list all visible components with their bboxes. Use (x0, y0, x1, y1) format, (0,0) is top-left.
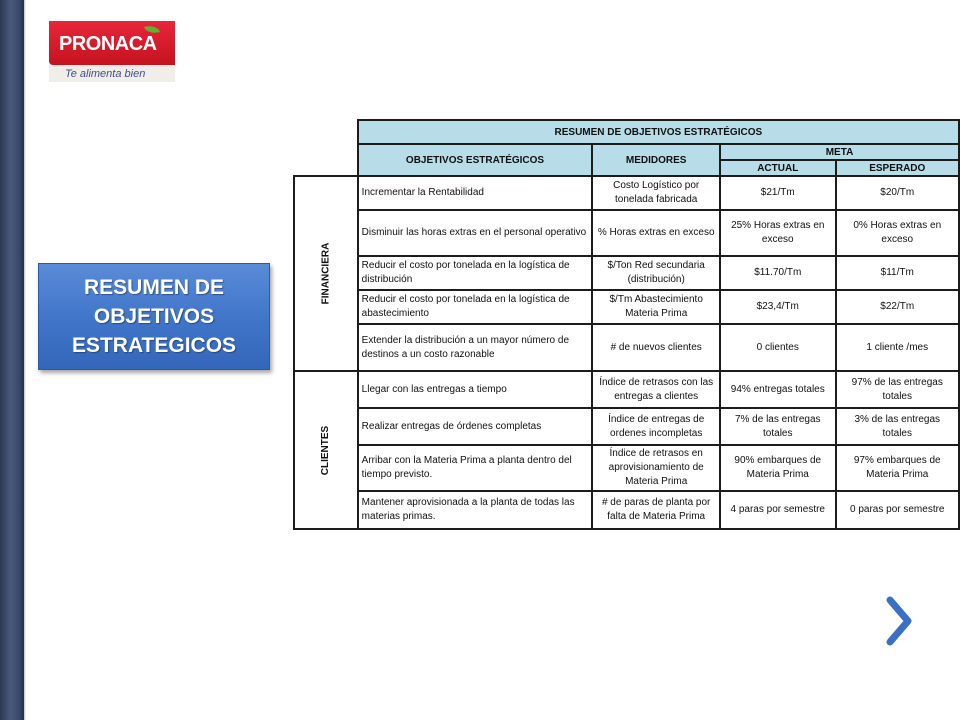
header-meta: META (720, 144, 959, 160)
chevron-right-icon[interactable] (884, 596, 914, 646)
actual-cell: 0 clientes (720, 324, 835, 371)
medidor-cell: Índice de entregas de ordenes incompletas (592, 408, 720, 445)
esperado-cell: 0% Horas extras en exceso (836, 210, 960, 256)
medidor-cell: Índice de retrasos en aprovisionamiento de Materia Prima (592, 445, 720, 491)
medidor-cell: $/Tm Abastecimiento Materia Prima (592, 290, 720, 324)
esperado-cell: 97% de las entregas totales (836, 371, 960, 408)
esperado-cell: 3% de las entregas totales (836, 408, 960, 445)
actual-cell: $23,4/Tm (720, 290, 835, 324)
table-row (294, 408, 959, 445)
header-medidores: MEDIDORES (592, 144, 720, 176)
group-label-financiera: FINANCIERA (294, 176, 358, 371)
medidor-cell: % Horas extras en exceso (592, 210, 720, 256)
actual-cell: 25% Horas extras en exceso (720, 210, 835, 256)
objetivo-cell: Incrementar la Rentabilidad (358, 176, 593, 210)
table-row (294, 256, 959, 290)
esperado-cell: 1 cliente /mes (836, 324, 960, 371)
esperado-cell: 0 paras por semestre (836, 491, 960, 529)
header-actual: ACTUAL (720, 160, 835, 176)
objetivo-cell: Realizar entregas de órdenes completas (358, 408, 593, 445)
medidor-cell: # de nuevos clientes (592, 324, 720, 371)
medidor-cell: # de paras de planta por falta de Materia Prima (592, 491, 720, 529)
left-accent-bar (0, 0, 24, 720)
actual-cell: $21/Tm (720, 176, 835, 210)
medidor-cell: Costo Logístico por tonelada fabricada (592, 176, 720, 210)
actual-cell: 94% entregas totales (720, 371, 835, 408)
slide-title: RESUMEN DE OBJETIVOS ESTRATEGICOS (71, 276, 237, 357)
slide-title-box (38, 263, 270, 370)
objetivo-cell: Reducir el costo por tonelada en la logística de abastecimiento (358, 290, 593, 324)
objetivo-cell: Arribar con la Materia Prima a planta dentro del tiempo previsto. (358, 445, 593, 491)
objetivo-cell: Reducir el costo por tonelada en la logística de distribución (358, 256, 593, 290)
logo-tagline: Te alimenta bien (65, 68, 146, 80)
medidor-cell: Índice de retrasos con las entregas a clientes (592, 371, 720, 408)
esperado-cell: $20/Tm (836, 176, 960, 210)
logo-badge (49, 21, 175, 65)
objetivo-cell: Llegar con las entregas a tiempo (358, 371, 593, 408)
objectives-table (293, 119, 960, 530)
actual-cell: 4 paras por semestre (720, 491, 835, 529)
actual-cell: 90% embarques de Materia Prima (720, 445, 835, 491)
table-row (294, 290, 959, 324)
objetivo-cell: Mantener aprovisionada a la planta de todas las materias primas. (358, 491, 593, 529)
table-title: RESUMEN DE OBJETIVOS ESTRATÉGICOS (358, 120, 959, 144)
group-label-clientes: CLIENTES (294, 371, 358, 529)
esperado-cell: $11/Tm (836, 256, 960, 290)
actual-cell: 7% de las entregas totales (720, 408, 835, 445)
table-row (294, 324, 959, 371)
table-row (294, 371, 959, 408)
esperado-cell: $22/Tm (836, 290, 960, 324)
table-row (294, 491, 959, 529)
table-row (294, 210, 959, 256)
pronaca-logo (49, 21, 175, 82)
header-esperado: ESPERADO (836, 160, 960, 176)
table-row (294, 445, 959, 491)
objetivo-cell: Disminuir las horas extras en el personal operativo (358, 210, 593, 256)
logo-brand-text: PRONACA (59, 33, 157, 55)
actual-cell: $11.70/Tm (720, 256, 835, 290)
table-row (294, 176, 959, 210)
esperado-cell: 97% embarques de Materia Prima (836, 445, 960, 491)
header-objetivos: OBJETIVOS ESTRATÉGICOS (358, 144, 593, 176)
objetivo-cell: Extender la distribución a un mayor número de destinos a un costo razonable (358, 324, 593, 371)
medidor-cell: $/Ton Red secundaria (distribución) (592, 256, 720, 290)
